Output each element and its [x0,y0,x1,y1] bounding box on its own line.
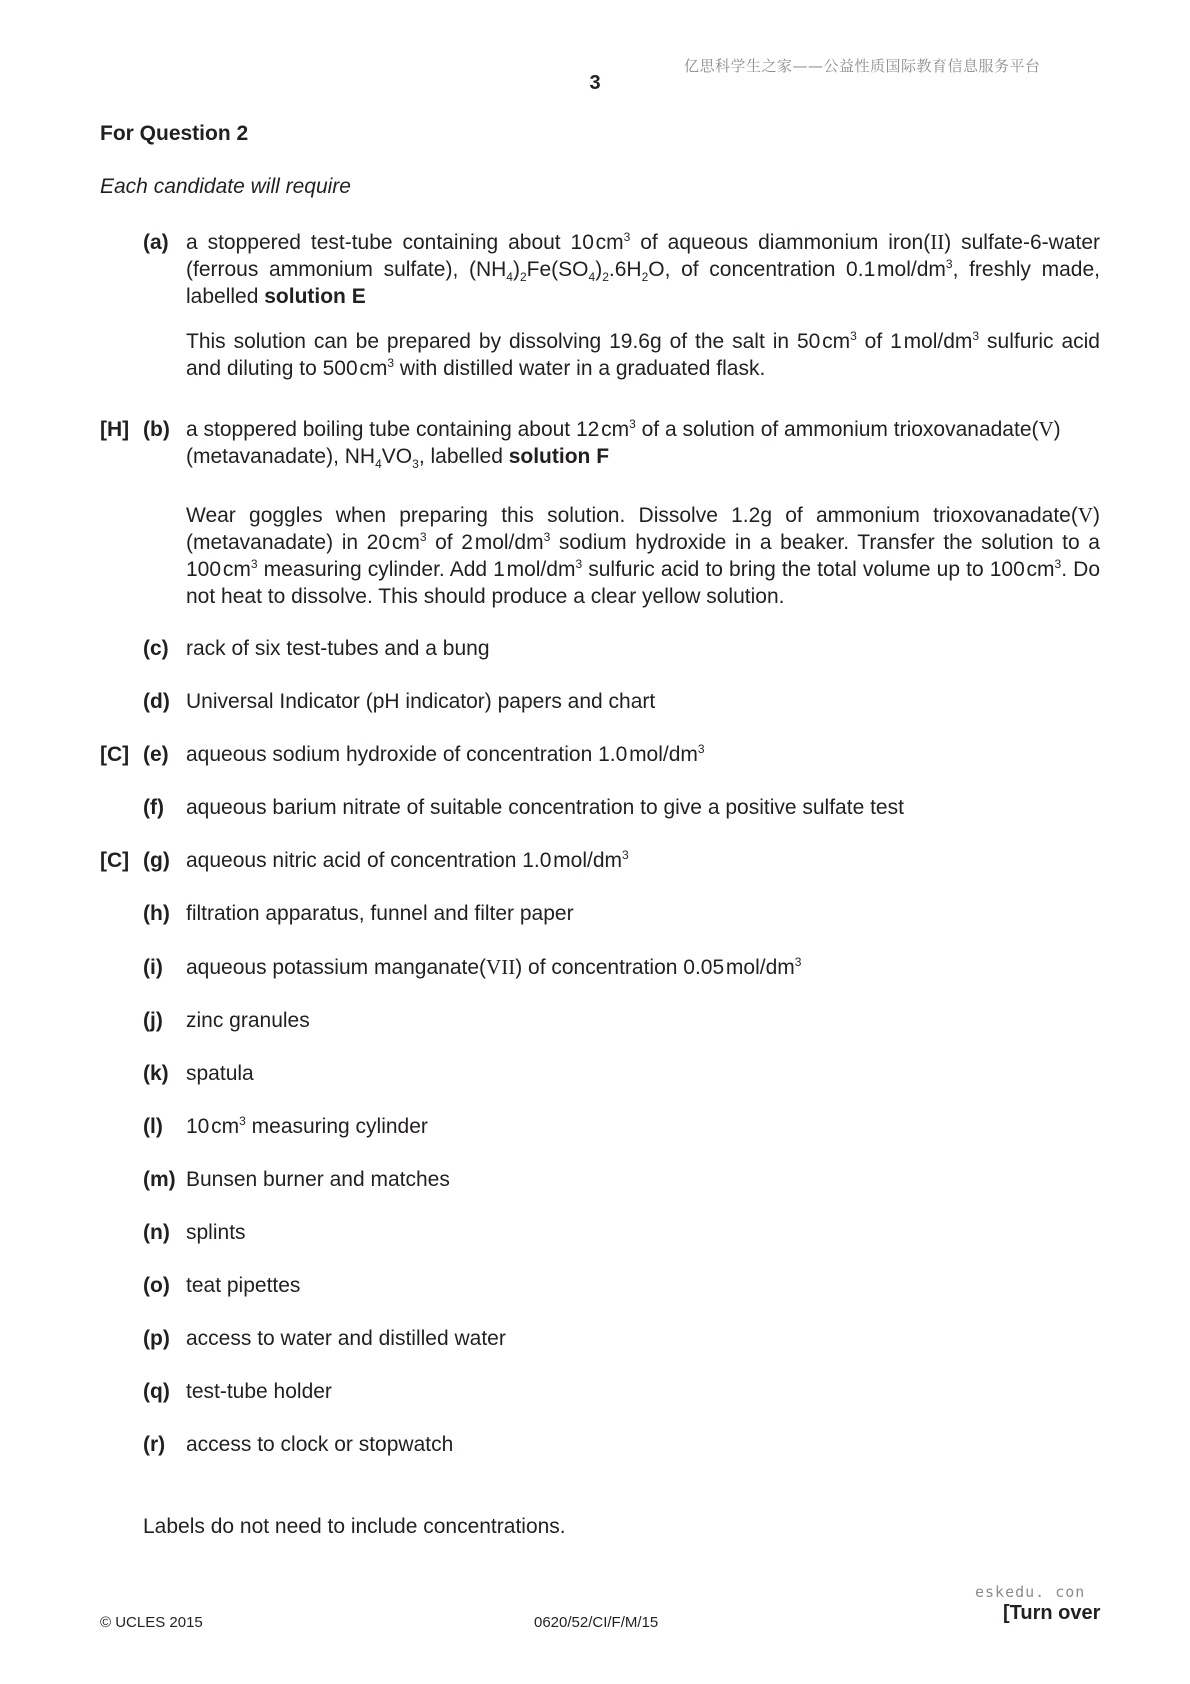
item-text-n: splints [186,1221,246,1244]
item-text-a-note: This solution can be prepared by dissolving 19.6g of the salt in 50 $cm^3$ of 1 mol/$dm^3$ sulfuric acid and diluting to 500 $cm^3$ with distilled water in a graduated flask. [186,329,1100,380]
item-text-d: Universal Indicator (pH indicator) papers and chart [186,690,656,713]
item-letter: (o) [143,1274,170,1297]
item-text-b: a stoppered boiling tube containing about 12 $cm^3$ of a solution of ammonium trioxovanadate(V) (metavanadate), $NH_4VO_3$, labelled solution F [186,417,1061,471]
item-letter: (i) [143,956,163,979]
item-text-c: rack of six test-tubes and a bung [186,637,490,660]
item-letter: (a) [143,231,169,254]
section-title: For Question 2 [100,122,249,145]
watermark-footer: eskedu. con [975,1583,1086,1601]
item-letter: (f) [143,796,164,819]
item-text-m: Bunsen burner and matches [186,1168,450,1191]
item-text-e: aqueous sodium hydroxide of concentration 1.0 mol/$dm^3$ [186,742,705,766]
item-letter: (d) [143,690,170,713]
labels-note: Labels do not need to include concentrations. [143,1515,566,1538]
item-text-r: access to clock or stopwatch [186,1433,454,1456]
item-text-l: 10 $cm^3$ measuring cylinder [186,1114,428,1138]
item-text-j: zinc granules [186,1009,310,1032]
watermark-header: 亿思科学生之家——公益性质国际教育信息服务平台 [684,57,1041,75]
item-tag: [H] [100,418,130,441]
item-letter: (g) [143,849,170,872]
item-letter: (k) [143,1062,169,1085]
turn-over-label: [Turn over [1003,1602,1101,1624]
item-letter: (q) [143,1380,170,1403]
item-tag: [C] [100,743,130,766]
item-text-k: spatula [186,1062,254,1085]
item-text-f: aqueous barium nitrate of suitable concentration to give a positive sulfate test [186,796,904,819]
item-text-b-note: Wear goggles when preparing this solution. Dissolve 1.2g of ammonium trioxovanadate(V) (metavanadate) in 20 $cm^3$ of 2 mol/$dm^3$ sodium hydroxide in a beaker. Transfer the solution to a 100 $cm^3$ measuring cylinder. Add 1 mol/$dm^3$ sulfuric acid to bring the total volume up to 100 $cm^3$. Do not heat to dissolve. This should produce a clear yellow solution. [186,503,1101,608]
item-text-q: test-tube holder [186,1380,332,1403]
item-text-g: aqueous nitric acid of concentration 1.0 mol/$dm^3$ [186,848,629,872]
item-letter: (b) [143,418,170,441]
page-number: 3 [589,72,601,94]
intro-text: Each candidate will require [100,175,351,198]
item-letter: (m) [143,1168,176,1191]
item-text-h: filtration apparatus, funnel and filter paper [186,902,574,925]
item-tag: [C] [100,849,130,872]
item-text-a: a stoppered test-tube containing about 10 $cm^3$ of aqueous diammonium iron(II) sulfate-6-water (ferrous ammonium sulfate), $(NH_4)_2Fe(SO_4)_2.6H_2O$, of concentration 0.1 mol/$dm^3$, freshly made, labelled solution E [186,230,1101,308]
document-code: 0620/52/CI/F/M/15 [534,1614,659,1631]
item-letter: (c) [143,637,169,660]
item-letter: (n) [143,1221,170,1244]
item-text-o: teat pipettes [186,1274,301,1297]
item-letter: (e) [143,743,169,766]
item-text-p: access to water and distilled water [186,1327,506,1350]
item-letter: (j) [143,1009,163,1032]
item-letter: (p) [143,1327,170,1350]
item-letter: (h) [143,902,170,925]
item-text-i: aqueous potassium manganate(VII) of concentration 0.05 mol/$dm^3$ [186,955,802,979]
item-letter: (r) [143,1433,166,1456]
item-letter: (l) [143,1115,163,1138]
copyright: © UCLES 2015 [100,1614,203,1631]
